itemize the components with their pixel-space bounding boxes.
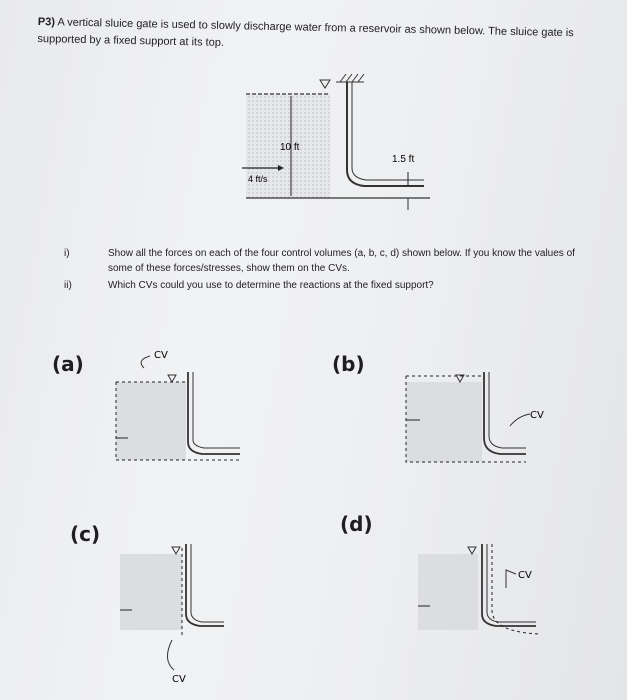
fixed-support-hatch xyxy=(340,74,364,82)
cv-figure-a xyxy=(108,342,248,467)
cv-pointer xyxy=(506,570,516,588)
upstream-depth-label: 10 ft xyxy=(280,142,300,153)
water xyxy=(418,554,478,630)
question-item xyxy=(0,246,627,278)
cv-label: CV xyxy=(154,350,168,361)
cv-figure-d xyxy=(410,540,560,640)
gate-inner xyxy=(193,372,240,448)
question-number: ii) xyxy=(64,280,72,291)
water xyxy=(116,382,186,460)
main-sluice-figure xyxy=(240,72,440,212)
question-text: Which CVs could you use to determine the reactions at the fixed support? xyxy=(108,280,434,291)
cv-label: CV xyxy=(172,674,186,685)
cv-pointer xyxy=(167,640,174,670)
panel-label-c: (c) xyxy=(70,522,101,546)
water xyxy=(120,554,182,630)
panel-label-a: (a) xyxy=(52,352,84,376)
free-surface-symbol xyxy=(168,375,176,382)
panel-label-d: (d) xyxy=(340,512,373,536)
free-surface-symbol xyxy=(172,547,180,554)
problem-intro: A vertical sluice gate is used to slowly discharge water from a reservoir as shown below. The sluice gate is supported by a fixed support at its top. xyxy=(37,16,574,49)
question-item xyxy=(0,278,627,294)
question-text: Show all the forces on each of the four control volumes (a, b, c, d) shown below. If you know the values of some of these forces/stresses, show them on the CVs. xyxy=(108,248,575,274)
cv-pointer xyxy=(510,414,530,426)
control-volume-boundary xyxy=(492,544,540,634)
gate-inner xyxy=(489,372,526,448)
panel-label-b: (b) xyxy=(332,352,365,376)
cv-figure-b xyxy=(398,368,558,468)
sluice-gate xyxy=(188,372,240,454)
question-list xyxy=(0,246,627,294)
free-surface-symbol xyxy=(468,547,476,554)
problem-statement xyxy=(37,14,598,60)
gate-inner xyxy=(487,544,536,622)
velocity-label: 4 ft/s xyxy=(248,174,268,184)
sluice-gate xyxy=(186,544,224,626)
free-surface-symbol xyxy=(320,80,330,88)
problem-label: P3) xyxy=(37,15,56,29)
cv-label: CV xyxy=(518,570,532,581)
water xyxy=(406,382,482,462)
gate-inner xyxy=(352,82,424,180)
gate-inner xyxy=(191,544,224,622)
question-number: i) xyxy=(64,248,70,259)
sluice-gate xyxy=(482,544,536,626)
cv-pointer xyxy=(141,356,150,368)
sluice-gate xyxy=(347,82,424,186)
cv-figure-c xyxy=(112,540,242,690)
downstream-depth-label: 1.5 ft xyxy=(392,154,415,165)
cv-label: CV xyxy=(530,410,544,421)
